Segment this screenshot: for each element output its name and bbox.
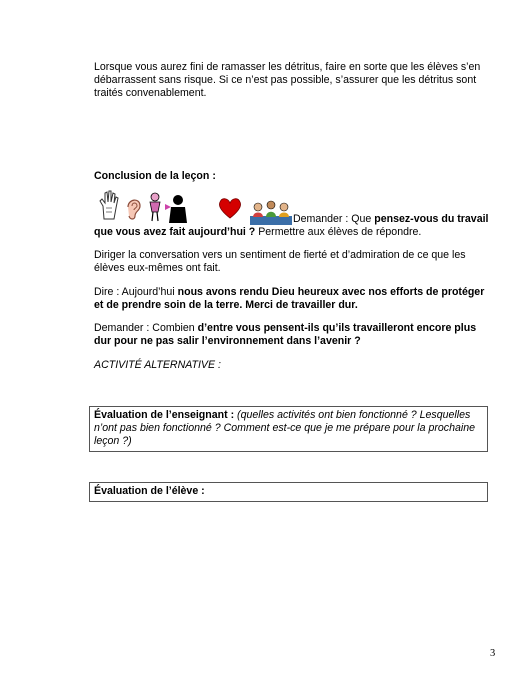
q1-question: pensez-vous du travail que vous avez fait aujourd’hui ? (94, 213, 489, 238)
page-number: 3 (490, 648, 496, 659)
student-evaluation-label: Évaluation de l’élève : (94, 485, 205, 497)
student-evaluation-box (89, 482, 488, 502)
ask-paragraph (94, 322, 494, 348)
ask-prefix: Demander : Combien (94, 322, 198, 334)
q1-suffix: Permettre aux élèves de répondre. (255, 226, 422, 238)
say-prefix: Dire : Aujourd’hui (94, 286, 178, 298)
alternative-activity-label: ACTIVITÉ ALTERNATIVE : (94, 359, 221, 371)
intro-paragraph: Lorsque vous aurez fini de ramasser les détritus, faire en sorte que les élèves s’en débarrassent sans risque. Si ce n’est pas possible, s’assurer que les détritus sont traités convenablement. (94, 61, 481, 99)
q1-prefix: Demander : Que (293, 213, 375, 225)
teacher-evaluation-box (89, 406, 488, 452)
say-paragraph (94, 286, 494, 312)
guidance-paragraph: Diriger la conversation vers un sentiment de fierté et d’admiration de ce que les élèves eux-mêmes ont fait. (94, 249, 466, 274)
reflection-question (94, 213, 494, 239)
teacher-evaluation-note: (quelles activités ont bien fonctionné ? Lesquelles n’ont pas bien fonctionné ? Comment est-ce que je me prépare pour la prochaine leçon ?) (94, 409, 476, 447)
say-message: nous avons rendu Dieu heureux avec nos efforts de protéger et de prendre soin de la terre. Merci de travailler dur. (94, 286, 485, 311)
conclusion-heading: Conclusion de la leçon : (94, 170, 216, 182)
teacher-evaluation-label: Évaluation de l’enseignant : (94, 409, 235, 421)
ask-question: d’entre vous pensent-ils qu’ils travailleront encore plus dur pour ne pas salir l’environnement dans l’avenir ? (94, 322, 477, 347)
